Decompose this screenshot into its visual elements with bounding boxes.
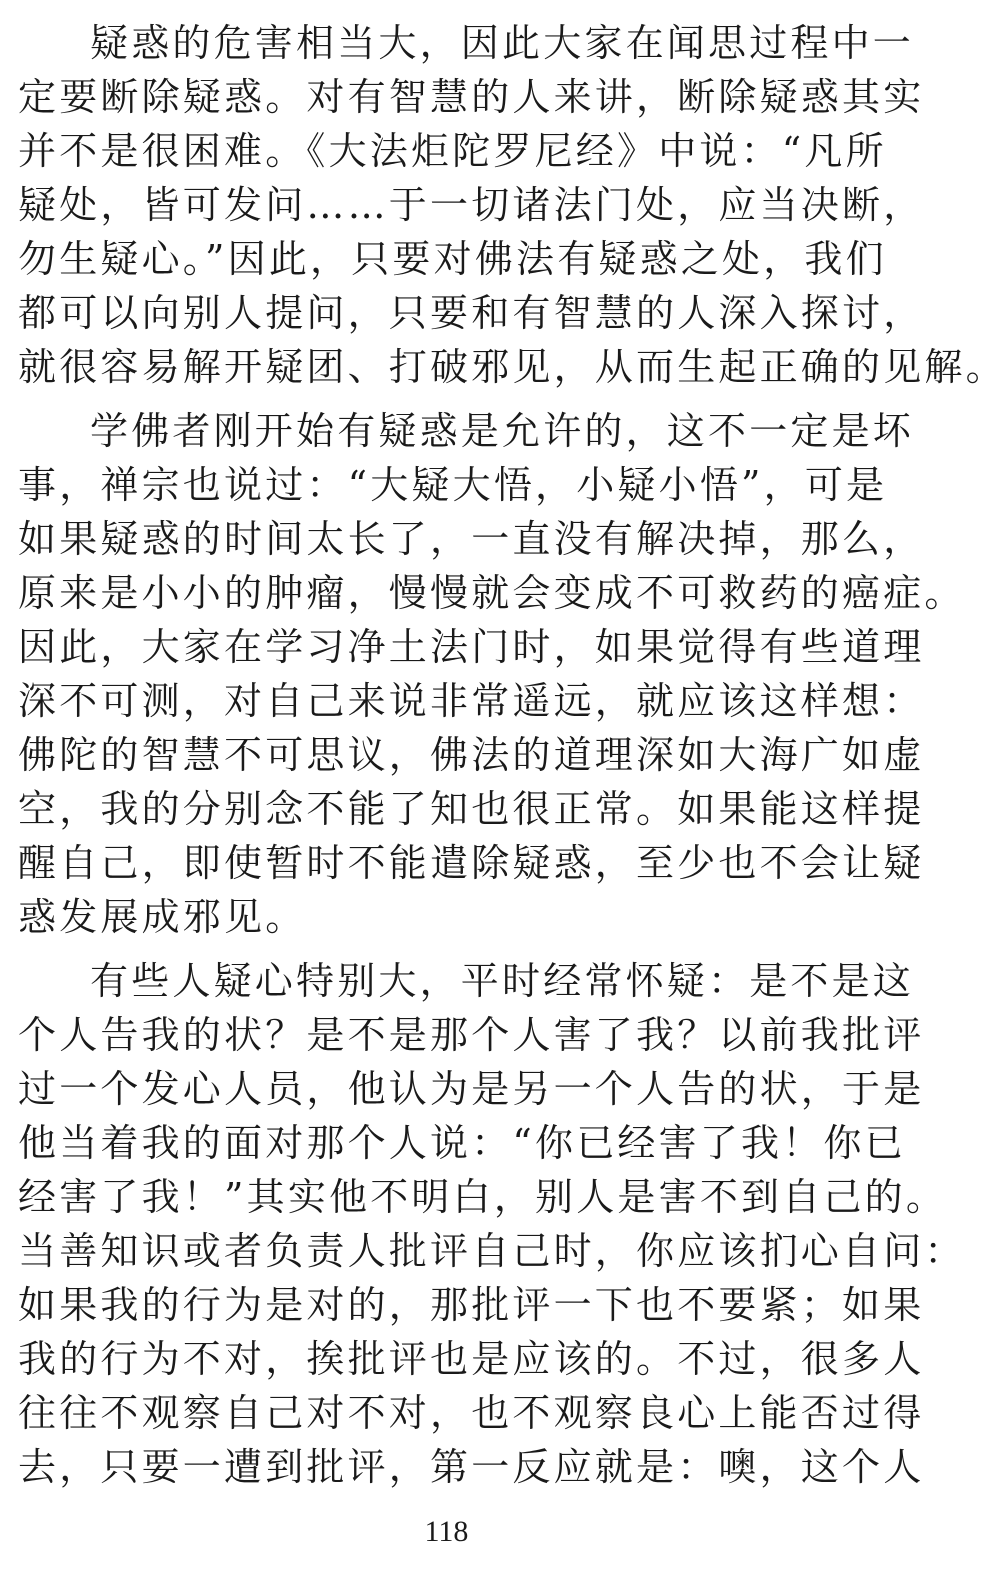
text-line: 如果我的行为是对的，那批评一下也不要紧；如果: [18, 1283, 925, 1327]
text-line: 佛陀的智慧不可思议，佛法的道理深如大海广如虚: [18, 733, 925, 777]
text-line: 他当着我的面对那个人说：“你已经害了我！你已: [18, 1121, 906, 1165]
text-line: 如果疑惑的时间太长了，一直没有解决掉，那么，: [18, 517, 925, 561]
text-line: 当善知识或者负责人批评自己时，你应该扪心自问：: [18, 1229, 966, 1273]
text-line: 因此，大家在学习净土法门时，如果觉得有些道理: [18, 625, 925, 669]
text-line: 疑处，皆可发问……于一切诸法门处，应当决断，: [18, 183, 925, 227]
text-line: 我的行为不对，挨批评也是应该的。不过，很多人: [18, 1337, 925, 1381]
page-number: 118: [424, 1515, 469, 1548]
paragraph: [18, 404, 966, 944]
text-line: 经害了我！”其实他不明白，别人是害不到自己的。: [18, 1175, 948, 1219]
text-line: 去，只要一遭到批评，第一反应就是：噢，这个人: [18, 1445, 925, 1489]
page-body: [18, 16, 1007, 1504]
text-line: 深不可测，对自己来说非常遥远，就应该这样想：: [18, 679, 925, 723]
text-line: 醒自己，即使暂时不能遣除疑惑，至少也不会让疑: [18, 841, 925, 885]
text-line: 疑惑的危害相当大，因此大家在闻思过程中一: [90, 21, 915, 65]
text-line: 学佛者刚开始有疑惑是允许的，这不一定是坏: [90, 409, 915, 453]
text-line: 过一个发心人员，他认为是另一个人告的状，于是: [18, 1067, 925, 1111]
text-line: 并不是很困难。《大法炬陀罗尼经》中说：“凡所: [18, 129, 887, 173]
text-line: 往往不观察自己对不对，也不观察良心上能否过得: [18, 1391, 925, 1435]
text-line: 事，禅宗也说过：“大疑大悟，小疑小悟”，可是: [18, 463, 888, 507]
text-line: 原来是小小的肿瘤，慢慢就会变成不可救药的癌症。: [18, 571, 966, 615]
text-line: 空，我的分别念不能了知也很正常。如果能这样提: [18, 787, 925, 831]
text-line: 就很容易解开疑团、打破邪见，从而生起正确的见解。: [18, 345, 1007, 389]
text-line: 惑发展成邪见。: [18, 895, 307, 939]
text-line: 勿生疑心。”因此，只要对佛法有疑惑之处，我们: [18, 237, 887, 281]
text-line: 都可以向别人提问，只要和有智慧的人深入探讨，: [18, 291, 925, 335]
paragraph: [18, 954, 966, 1494]
text-line: 个人告我的状？是不是那个人害了我？以前我批评: [18, 1013, 925, 1057]
paragraph: [18, 16, 1007, 394]
text-line: 定要断除疑惑。对有智慧的人来讲，断除疑惑其实: [18, 75, 925, 119]
text-line: 有些人疑心特别大，平时经常怀疑：是不是这: [90, 959, 915, 1003]
